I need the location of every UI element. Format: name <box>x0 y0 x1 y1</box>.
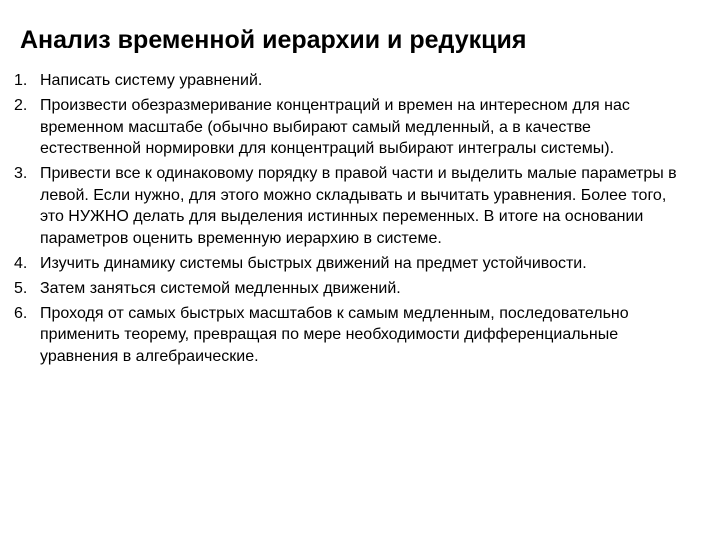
item-number: 1. <box>14 72 28 89</box>
item-text: Проходя от самых быстрых масштабов к самым медленным, последовательно применить теорему, превращая по мере необходимости дифференциальные уравнения в алгебраические. <box>40 304 629 365</box>
item-text: Произвести обезразмеривание концентраций и времен на интересном для нас временном масштабе (обычно выбирают самый медленный, а в качестве естественной нормировки для концентраций выбирают интегралы системы). <box>40 97 630 157</box>
item-number: 4. <box>14 254 28 272</box>
item-text: Привести все к одинаковому порядку в правой части и выделить малые параметры в левой. Если нужно, для этого можно складывать и вычитать уравнения. Более того, это НУЖНО делать для выделения истинных переменных. В итоге на основании параметров оценить временную иерархию в системе. <box>40 165 677 247</box>
item-number: 5. <box>14 279 28 297</box>
item-text: Изучить динамику системы быстрых движений на предмет устойчивости. <box>40 254 587 272</box>
item-text: Написать систему уравнений. <box>40 72 263 89</box>
list-item <box>14 278 694 300</box>
item-number: 6. <box>14 304 28 322</box>
list-item <box>14 303 694 368</box>
item-number: 2. <box>14 97 28 114</box>
slide-title: Анализ временной иерархии и редукция <box>20 26 527 54</box>
item-text: Затем заняться системой медленных движений. <box>40 279 401 297</box>
item-number: 3. <box>14 165 28 182</box>
list-item <box>14 253 694 275</box>
list-item <box>14 70 694 92</box>
steps-list <box>14 70 694 371</box>
list-item <box>14 163 694 249</box>
list-item <box>14 95 694 160</box>
